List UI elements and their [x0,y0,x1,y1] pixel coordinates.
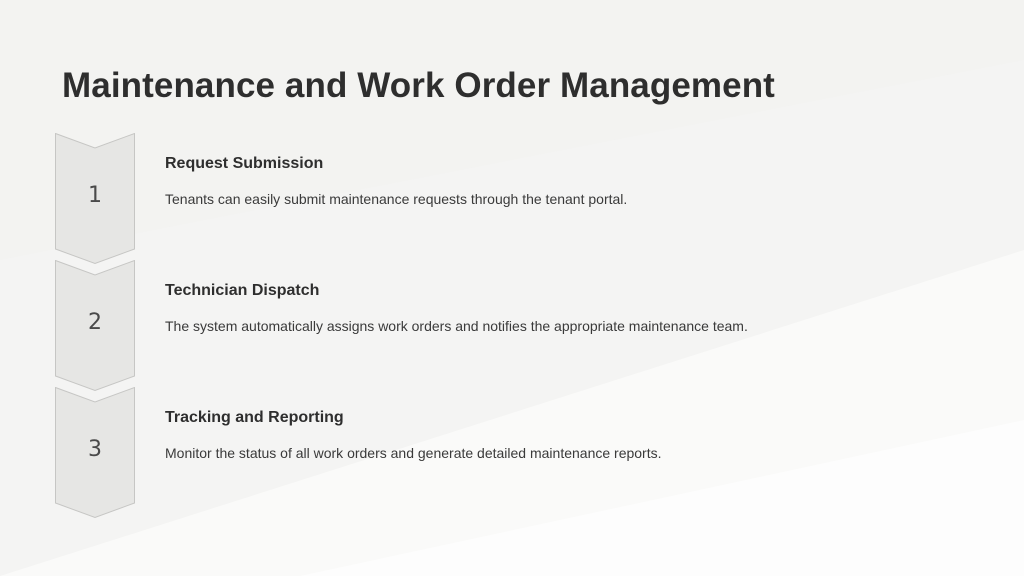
step-tracking-and-reporting [55,387,1015,519]
step-request-submission [55,133,1015,265]
step-number: 3 [88,437,102,462]
step-number: 1 [88,183,102,208]
step-title: Request Submission [165,155,324,172]
step-description: Monitor the status of all work orders and generate detailed maintenance reports. [165,445,662,461]
step-number: 2 [88,310,102,335]
step-title: Tracking and Reporting [165,409,344,426]
step-description: Tenants can easily submit maintenance requests through the tenant portal. [165,191,628,207]
page-title: Maintenance and Work Order Management [62,66,775,105]
step-title: Technician Dispatch [165,282,320,299]
step-technician-dispatch [55,260,1015,392]
step-description: The system automatically assigns work orders and notifies the appropriate maintenance team. [165,318,748,334]
